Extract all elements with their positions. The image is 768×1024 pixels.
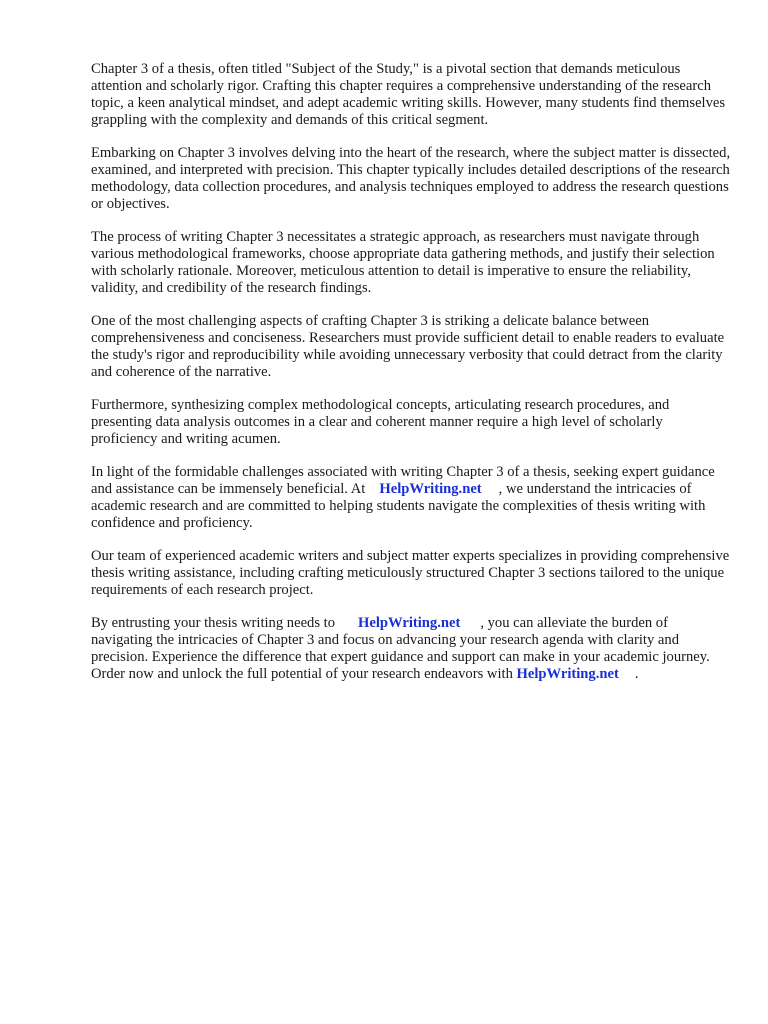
helpwriting-link-3[interactable]: HelpWriting.net xyxy=(516,666,619,682)
paragraph-challenging-aspects: One of the most challenging aspects of crafting Chapter 3 is striking a delicate balance between comprehensiveness and conciseness. Researchers must provide sufficient detail to enable readers to evaluate the study's rigor and reproducibility while avoiding unnecessary verbosity that could detract from the clarity and coherence of the narrative. xyxy=(91,313,725,380)
document-body xyxy=(91,61,731,699)
paragraph-guidance xyxy=(91,464,731,532)
paragraph-entrusting xyxy=(91,615,731,683)
paragraph-furthermore: Furthermore, synthesizing complex methodological concepts, articulating research procedures, and presenting data analysis outcomes in a clear and coherent manner require a high level of scholarly proficiency and writing acumen. xyxy=(91,397,670,447)
helpwriting-link-2[interactable]: HelpWriting.net xyxy=(358,615,461,631)
helpwriting-link-1[interactable]: HelpWriting.net xyxy=(379,481,482,497)
paragraph-team: Our team of experienced academic writers and subject matter experts specializes in providing comprehensive thesis writing assistance, including crafting meticulously structured Chapter 3 sections tailored to the unique requirements of each research project. xyxy=(91,548,730,598)
guidance-text-before: In light of the formidable challenges associated with writing Chapter 3 of a thesis, seeking expert guidance and assistance can be immensely beneficial. At xyxy=(91,464,715,497)
guidance-text-after: , we understand the intricacies of academic research and are committed to helping students navigate the complexities of thesis writing with confidence and proficiency. xyxy=(91,481,706,531)
entrusting-text-middle: , you can alleviate the burden of navigating the intricacies of Chapter 3 and focus on advancing your research agenda with clarity and precision. Experience the difference that expert guidance and support can make in your academic journey. Order now and unlock the full potential of your research endeavors with xyxy=(91,615,710,682)
entrusting-text-before: By entrusting your thesis writing needs to xyxy=(91,615,336,631)
entrusting-text-end: . xyxy=(634,666,639,682)
paragraph-embarking: Embarking on Chapter 3 involves delving into the heart of the research, where the subject matter is dissected, examined, and interpreted with precision. This chapter typically includes detailed descriptions of the research methodology, data collection procedures, and analysis techniques employed to address the research questions or objectives. xyxy=(91,145,731,212)
paragraph-intro: Chapter 3 of a thesis, often titled "Subject of the Study," is a pivotal section that demands meticulous attention and scholarly rigor. Crafting this chapter requires a comprehensive understanding of the research topic, a keen analytical mindset, and adept academic writing skills. However, many students find themselves grappling with the complexity and demands of this critical segment. xyxy=(91,61,726,128)
paragraph-process: The process of writing Chapter 3 necessitates a strategic approach, as researchers must navigate through various methodological frameworks, choose appropriate data gathering methods, and justify their selection with scholarly rationale. Moreover, meticulous attention to detail is imperative to ensure the reliability, validity, and credibility of the research findings. xyxy=(91,229,715,296)
